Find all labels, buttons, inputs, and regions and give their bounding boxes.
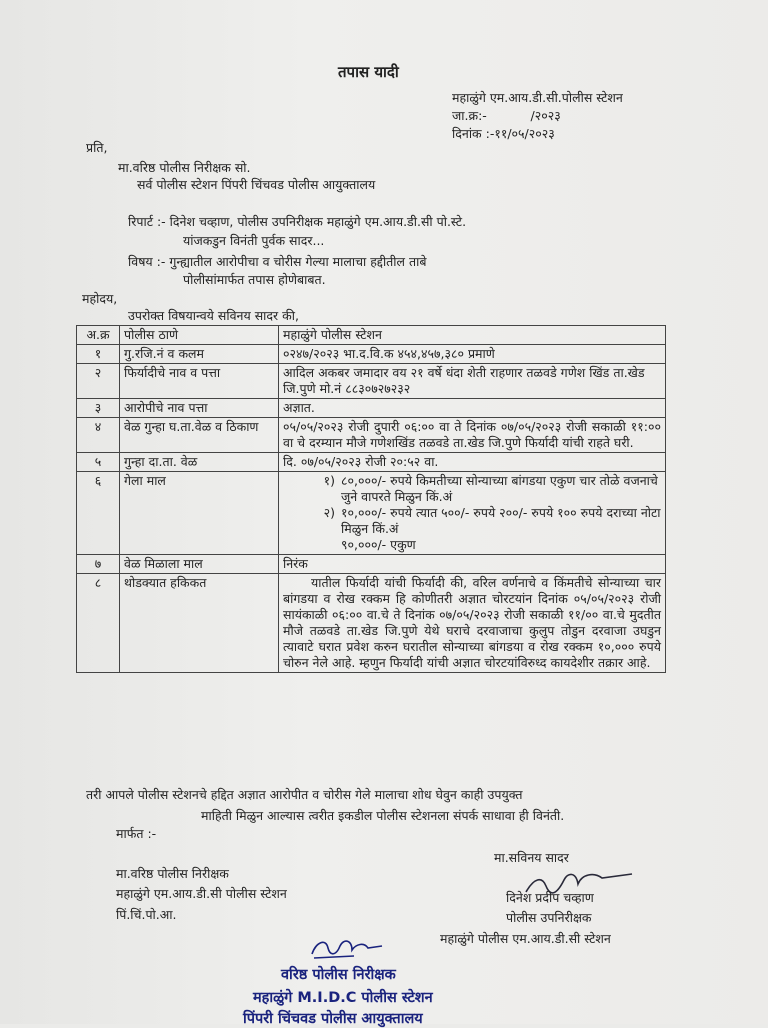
letter-date: दिनांक :-११/०५/२०२३: [452, 126, 555, 141]
row-label: थोडक्यात हकिकत: [120, 574, 279, 673]
stamp-line-1: वरिष्ठ पोलीस निरीक्षक: [281, 967, 396, 983]
to-prefix: प्रति,: [86, 140, 108, 155]
row-number: ७: [77, 555, 120, 574]
item-number: १): [323, 473, 335, 488]
row-number: ३: [77, 399, 120, 418]
row-value: आदिल अकबर जमादार वय २१ वर्षे धंदा शेती राहणार तळवडे गणेश खिंड ता.खेड जि.पुणे मो.नं ८८३०७२७२३२: [279, 364, 666, 399]
officer-station: महाळुंगे पोलीस एम.आय.डी.सी स्टेशन: [440, 931, 611, 946]
stamp-line-3: पिंपरी चिंचवड पोलीस आयुक्तालय: [243, 1011, 423, 1027]
row-label: गुन्हा दा.ता. वेळ: [120, 453, 279, 472]
salutation: महोदय,: [82, 291, 118, 306]
row-value: अज्ञात.: [279, 399, 666, 418]
table-row: [77, 453, 666, 472]
stolen-item: [283, 505, 661, 537]
case-details-table: [76, 325, 666, 673]
office-name: महाळुंगे एम.आय.डी.सी.पोलीस स्टेशन: [452, 90, 623, 105]
officer-name: दिनेश प्रदीप चव्हाण: [506, 890, 594, 905]
item-number: २): [323, 505, 335, 520]
table-row: [77, 574, 666, 673]
row-value: निरंक: [279, 555, 666, 574]
item-text: ८०,०००/- रुपये किमतीच्या सोन्याच्या बांगडया एकुण चार तोळे वजनाचे जुने वापरते मिळुन किं.अं: [341, 473, 658, 504]
row-number: २: [77, 364, 120, 399]
table-row: [77, 472, 666, 555]
recipient-line-1: मा.वरिष्ठ पोलीस निरीक्षक सो.: [118, 160, 251, 175]
stamp-signature: [306, 930, 386, 964]
row-number: ५: [77, 453, 120, 472]
row-value: यातील फिर्यादी यांची फिर्यादी की, वरिल वर्णनाचे व किंमतीचे सोन्याच्या चार बांगडया व रोख रक्कम हि कोणीतरी अज्ञात चोरटयांन दिनांक ०५/०५/२०२३ रोजी सायंकाळी ०६:०० वा.चे ते दिनांक ०७/०५/२०२३ रोजी सकाळी ११/०० वा.चे मुदतीत मौजे तळवडे ता.खेड जि.पुणे येथे घराचे दरवाजाचा कुलुप तोडुन दरवाजा उघडुन त्यावाटे घरात प्रवेश करुन घरातील सोन्याच्या बांगडया व रोख रक्कम १०,००० रुपये चोरुन नेले आहे. म्हणुन फिर्यादी यांची अज्ञात चोरटयांविरुध्द कायदेशीर तक्रार आहे.: [279, 574, 666, 673]
forwarding-officer-station: महाळुंगे एम.आय.डी.सी पोलीस स्टेशन: [116, 886, 287, 901]
intro-text: उपरोक्त विषयान्वये सविनय सादर की,: [128, 308, 299, 323]
via-label: मार्फत :-: [116, 826, 157, 841]
table-row: [77, 364, 666, 399]
row-number: ८: [77, 574, 120, 673]
stolen-items-cell: [279, 472, 666, 555]
forwarding-officer-commissionerate: पिं.चिं.पो.आ.: [116, 907, 177, 922]
table-row: [77, 418, 666, 453]
closing-line-1: तरी आपले पोलीस स्टेशनचे हद्दित अज्ञात आरोपीत व चोरीस गेले मालाचा शोध घेवुन काही उपयुक्त: [86, 787, 523, 802]
officer-designation: पोलीस उपनिरीक्षक: [506, 910, 592, 925]
row-value: दि. ०७/०५/२०२३ रोजी २०:५२ वा.: [279, 453, 666, 472]
subject-line-2: पोलीसांमार्फत तपास होणेबाबत.: [183, 272, 326, 287]
row-label: वेळ मिळाला माल: [120, 555, 279, 574]
regards-text: मा.सविनय सादर: [494, 850, 569, 865]
table-row: [77, 345, 666, 364]
stolen-total: ९०,०००/- एकुण: [341, 537, 416, 552]
row-number: १: [77, 345, 120, 364]
row-label: गेला माल: [120, 472, 279, 555]
row-value: ०२४७/२०२३ भा.द.वि.क ४५४,४५७,३८० प्रमाणे: [279, 345, 666, 364]
row-value: ०५/०५/२०२३ रोजी दुपारी ०६:०० वा ते दिनांक ०७/०५/२०२३ रोजी सकाळी ११:०० वा चे दरम्यान मौजे गणेशखिंड तळवडे ता.खेड जि.पुणे फिर्यादी यांची राहते घरी.: [279, 418, 666, 453]
row-label: वेळ गुन्हा घ.ता.वेळ व ठिकाण: [120, 418, 279, 453]
table-row: [77, 555, 666, 574]
row-label: पोलीस ठाणे: [120, 326, 279, 345]
row-label: आरोपीचे नाव पत्ता: [120, 399, 279, 418]
report-line-2: यांजकडुन विनंती पुर्वक सादर...: [183, 233, 325, 248]
row-number: ६: [77, 472, 120, 555]
forwarding-officer-title: मा.वरिष्ठ पोलीस निरीक्षक: [116, 866, 229, 881]
table-row: [77, 399, 666, 418]
recipient-line-2: सर्व पोलीस स्टेशन पिंपरी चिंचवड पोलीस आयुक्तालय: [137, 177, 376, 192]
stamp-line-2: महाळुंगे M.I.D.C पोलीस स्टेशन: [253, 990, 433, 1006]
closing-line-2: माहिती मिळुन आल्यास त्वरीत इकडील पोलीस स्टेशनला संपर्क साधावा ही विनंती.: [201, 808, 565, 823]
row-label: गु.रजि.नं व कलम: [120, 345, 279, 364]
subject-line-1: विषय :- गुन्ह्यातील आरोपीचा व चोरीस गेल्या मालाचा हद्दीतील ताबे: [128, 254, 427, 269]
stolen-item: [283, 473, 661, 505]
row-value: महाळुंगे पोलीस स्टेशन: [279, 326, 666, 345]
row-number: अ.क्र: [77, 326, 120, 345]
document-heading: तपास यादी: [338, 63, 399, 81]
report-line-1: रिपार्ट :- दिनेश चव्हाण, पोलीस उपनिरीक्षक महाळुंगे एम.आय.डी.सी पो.स्टे.: [128, 214, 467, 229]
row-number: ४: [77, 418, 120, 453]
row-label: फिर्यादीचे नाव व पत्ता: [120, 364, 279, 399]
reference-number: जा.क्र:- /२०२३: [452, 108, 561, 123]
item-text: १०,०००/- रुपये त्यात ५००/- रुपये २००/- रुपये १०० रुपये दराच्या नोटा मिळुन किं.अं: [341, 505, 661, 536]
table-row: [77, 326, 666, 345]
